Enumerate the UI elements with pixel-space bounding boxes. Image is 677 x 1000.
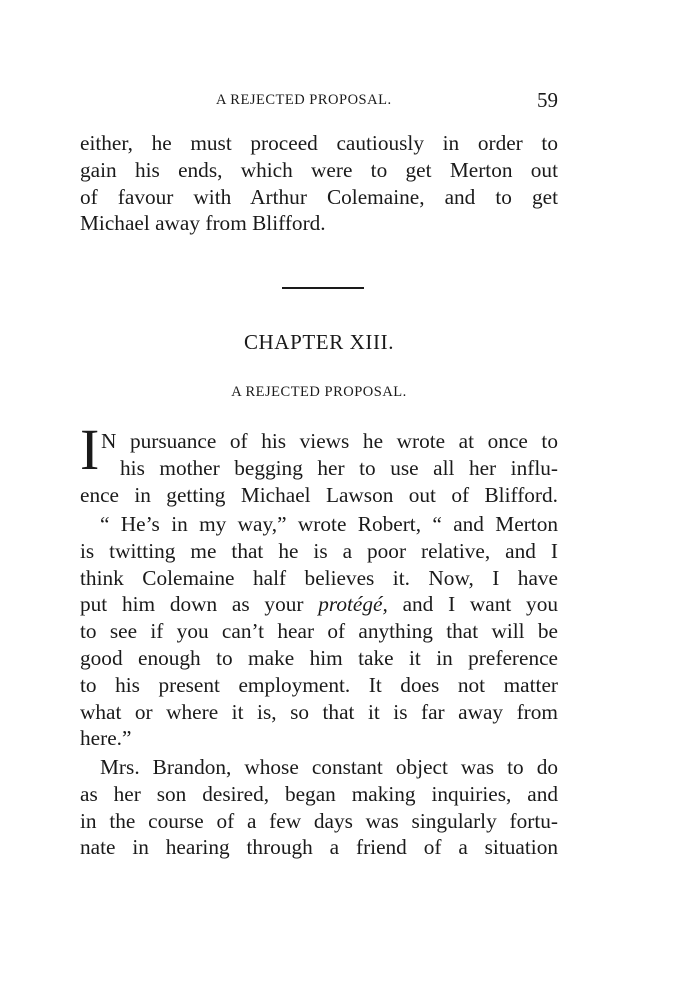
text-line: here.” (80, 726, 132, 751)
text-line: either, he must proceed cautiously in order to (80, 131, 558, 155)
text-line: N pursuance of his views he wrote at once to (101, 429, 558, 453)
text-line: to see if you can’t hear of anything that will be (80, 619, 558, 644)
text-line: is twitting me that he is a poor relative, and I (80, 538, 558, 563)
text-run: and I want you (387, 592, 559, 617)
italic-word: protégé, (318, 592, 388, 617)
text-line: to his present employment. It does not matter (80, 672, 558, 697)
text-line: Mrs. Brandon, whose constant object was to do (100, 755, 558, 779)
page-number: 59 (537, 88, 558, 112)
text-line-with-italic (80, 591, 558, 618)
chapter-title: CHAPTER XIII. (243, 330, 395, 354)
text-line: ence in getting Michael Lawson out of Blifford. (80, 482, 558, 507)
text-line: think Colemaine half believes it. Now, I have (80, 565, 558, 590)
drop-cap: I (80, 417, 100, 482)
carryover-paragraph (80, 130, 558, 237)
text-line: his mother begging her to use all her influ- (120, 455, 558, 480)
opening-paragraph (80, 428, 558, 508)
running-title: A REJECTED PROPOSAL. (216, 92, 392, 108)
text-line: as her son desired, began making inquiries, and (80, 781, 558, 806)
text-run: put him down as your (80, 592, 319, 617)
text-line: good enough to make him take it in preference (80, 645, 558, 670)
text-line: “ He’s in my way,” wrote Robert, “ and Merton (100, 512, 558, 536)
chapter-subtitle: A REJECTED PROPOSAL. (231, 384, 407, 400)
text-line: Michael away from Blifford. (80, 211, 326, 236)
paragraph (80, 754, 558, 861)
text-line: what or where it is, so that it is far away from (80, 699, 558, 724)
text-line: in the course of a few days was singularly fortu- (80, 808, 558, 833)
text-line: nate in hearing through a friend of a situation (80, 835, 558, 860)
section-divider-rule (282, 287, 364, 289)
running-header (80, 90, 558, 112)
text-line: of favour with Arthur Colemaine, and to get (80, 184, 558, 209)
paragraph (80, 511, 558, 752)
text-line: gain his ends, which were to get Merton out (80, 157, 558, 182)
